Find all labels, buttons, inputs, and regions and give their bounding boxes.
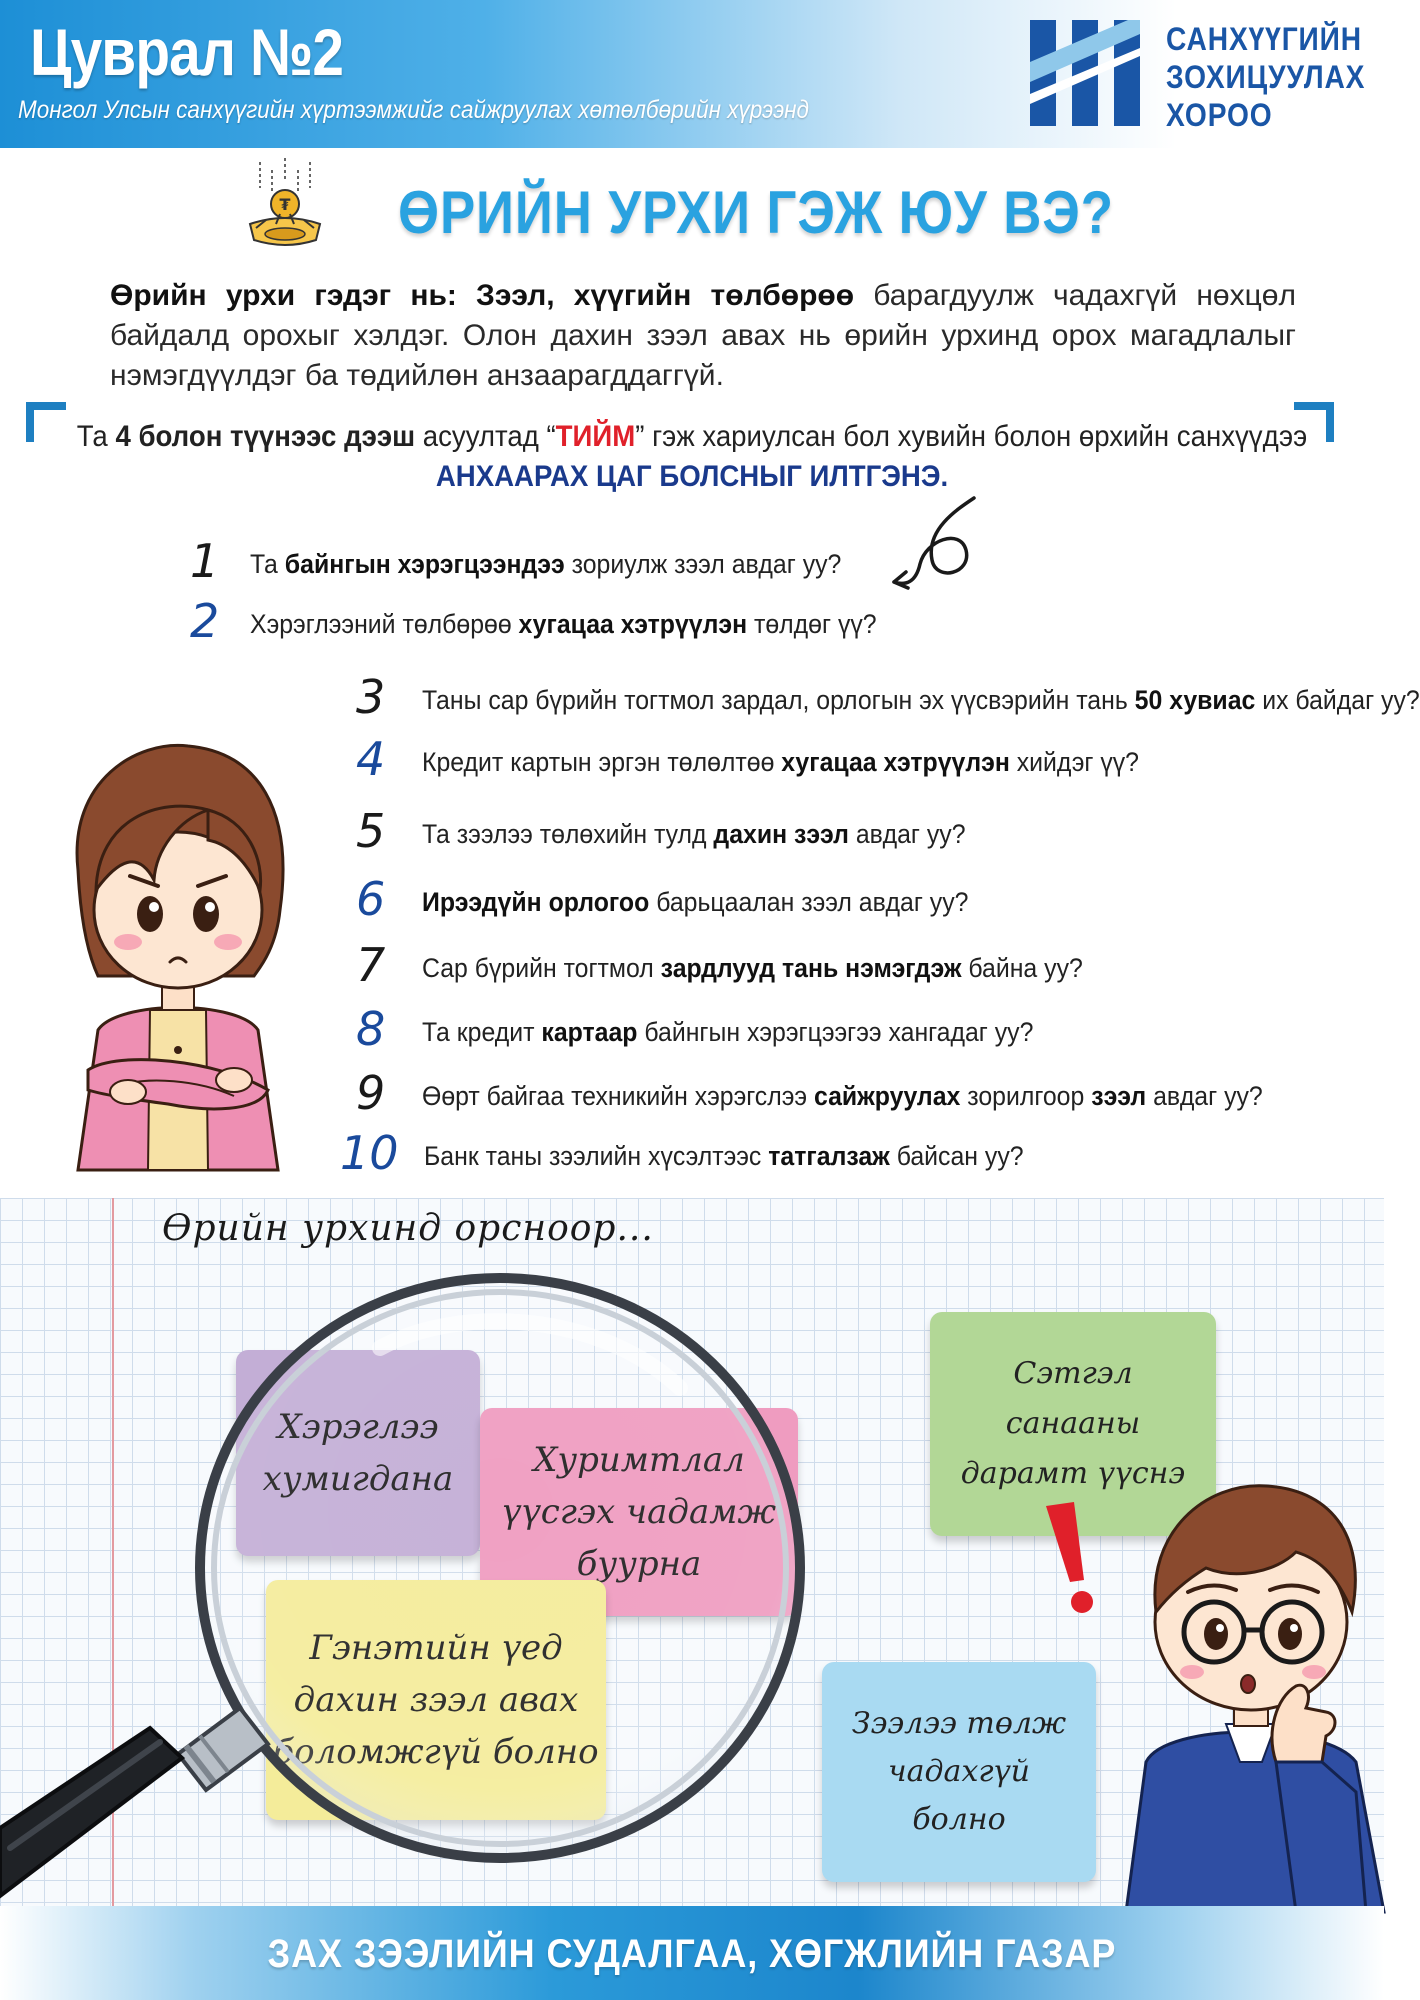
question-text-2: Хэрэглээний төлбөрөө хугацаа хэтрүүлэн төлдөг үү?: [250, 609, 877, 639]
question-text-9: Өөрт байгаа техникийн хэрэгслээ сайжруулах зорилгоор зээл авдаг уу?: [422, 1081, 1263, 1111]
magnifying-glass-icon: [0, 1268, 830, 1908]
logo-text: [1166, 20, 1365, 134]
question-number-7: 7: [356, 938, 386, 992]
worried-girl-illustration: [58, 740, 298, 1170]
debt-trap-icon: [246, 158, 324, 248]
intro-paragraph: [110, 276, 1296, 396]
note-green-line-1: Сэтгэл: [1013, 1356, 1133, 1391]
question-text-5: Та зээлээ төлөхийн тулд дахин зээл авдаг уу?: [422, 819, 966, 849]
thinking-boy-illustration: [1126, 1462, 1384, 1912]
question-number-6: 6: [356, 872, 386, 926]
svg-text:₮: ₮: [279, 195, 291, 214]
question-number-3: 3: [356, 670, 386, 724]
note-cannot-repay: [822, 1662, 1096, 1882]
prompt-line: [55, 420, 1328, 454]
question-text-1: Та байнгын хэрэгцээндээ зориулж зээл авдаг уу?: [250, 549, 842, 579]
note-green-line-3: дарамт үүснэ: [960, 1456, 1186, 1491]
question-number-1: 1: [190, 534, 220, 588]
question-number-4: 4: [356, 732, 386, 786]
question-text-6: Ирээдүйн орлогоо барьцаалан зээл авдаг уу?: [422, 887, 969, 917]
intro-rest: барагдуулж чадахгүй нөхцөл байдалд орохыг хэлдэг. Олон дахин зээл авах нь өрийн урхинд орох магадлалыг нэмэгдүүлдэг ба төдийлөн анзаарагддаггүй.: [110, 279, 1296, 392]
series-title: Цуврал №2: [30, 15, 344, 89]
question-text-7: Сар бүрийн тогтмол зардлууд тань нэмэгдэж байна уу?: [422, 953, 1083, 983]
prompt-highlight: ТИЙМ: [555, 420, 636, 453]
prompt-bold: 4 болон түүнээс дээш: [115, 420, 416, 453]
note-blue-line-2: чадахгүй: [888, 1754, 1030, 1789]
logo-line-1: САНХҮҮГИЙН: [1166, 21, 1362, 57]
question-number-8: 8: [356, 1002, 386, 1056]
note-blue-line-1: Зээлээ төлж: [851, 1706, 1067, 1741]
footer-department: ЗАХ ЗЭЭЛИЙН СУДАЛГАА, ХӨГЖЛИЙН ГАЗАР: [267, 1932, 1117, 1976]
logo-line-2: ЗОХИЦУУЛАХ: [1166, 59, 1366, 95]
prompt-part1: Та: [76, 420, 116, 453]
question-text-4: Кредит картын эргэн төлөлтөө хугацаа хэтрүүлэн хийдэг үү?: [422, 747, 1139, 777]
prompt-part3: ” гэж хариулсан бол хувийн болон өрхийн санхүүдээ: [635, 420, 1308, 453]
swirl-arrow-icon: [886, 490, 996, 600]
note-blue-line-3: болно: [912, 1802, 1006, 1837]
header-banner: [0, 0, 1384, 148]
question-number-9: 9: [356, 1066, 386, 1120]
question-text-3: Таны сар бүрийн тогтмол зардал, орлогын эх үүсвэрийн тань 50 хувиас их байдаг уу?: [422, 685, 1420, 715]
question-text-10: Банк таны зээлийн хүсэлтээс татгалзаж байсан уу?: [424, 1141, 1024, 1171]
series-subtitle: Монгол Улсын санхүүгийн хүртээмжийг сайжруулах хөтөлбөрийн хүрээнд: [18, 96, 809, 124]
question-number-10: 10: [340, 1126, 399, 1180]
prompt-warning: АНХААРАХ ЦАГ БОЛСНЫГ ИЛТГЭНЭ.: [435, 460, 949, 493]
question-text-8: Та кредит картаар байнгын хэрэгцээгээ хангадаг уу?: [422, 1017, 1034, 1047]
footer-banner: [0, 1906, 1384, 2000]
fsc-logo: [1028, 12, 1368, 132]
question-number-2: 2: [190, 594, 220, 648]
logo-line-3: ХОРОО: [1166, 97, 1273, 133]
intro-bold: Өрийн урхи гэдэг нь: Зээл, хүүгийн төлбөрөө: [110, 279, 855, 312]
logo-mark-icon: [1028, 12, 1144, 128]
question-number-5: 5: [356, 804, 386, 858]
prompt-part2: асуултад “: [415, 420, 556, 453]
exclamation-icon: [1036, 1498, 1116, 1618]
consequences-heading: Өрийн урхинд орсноор...: [162, 1208, 654, 1249]
note-green-line-2: санааны: [1005, 1406, 1141, 1441]
main-title: ӨРИЙН УРХИ ГЭЖ ЮУ ВЭ?: [398, 179, 1114, 246]
